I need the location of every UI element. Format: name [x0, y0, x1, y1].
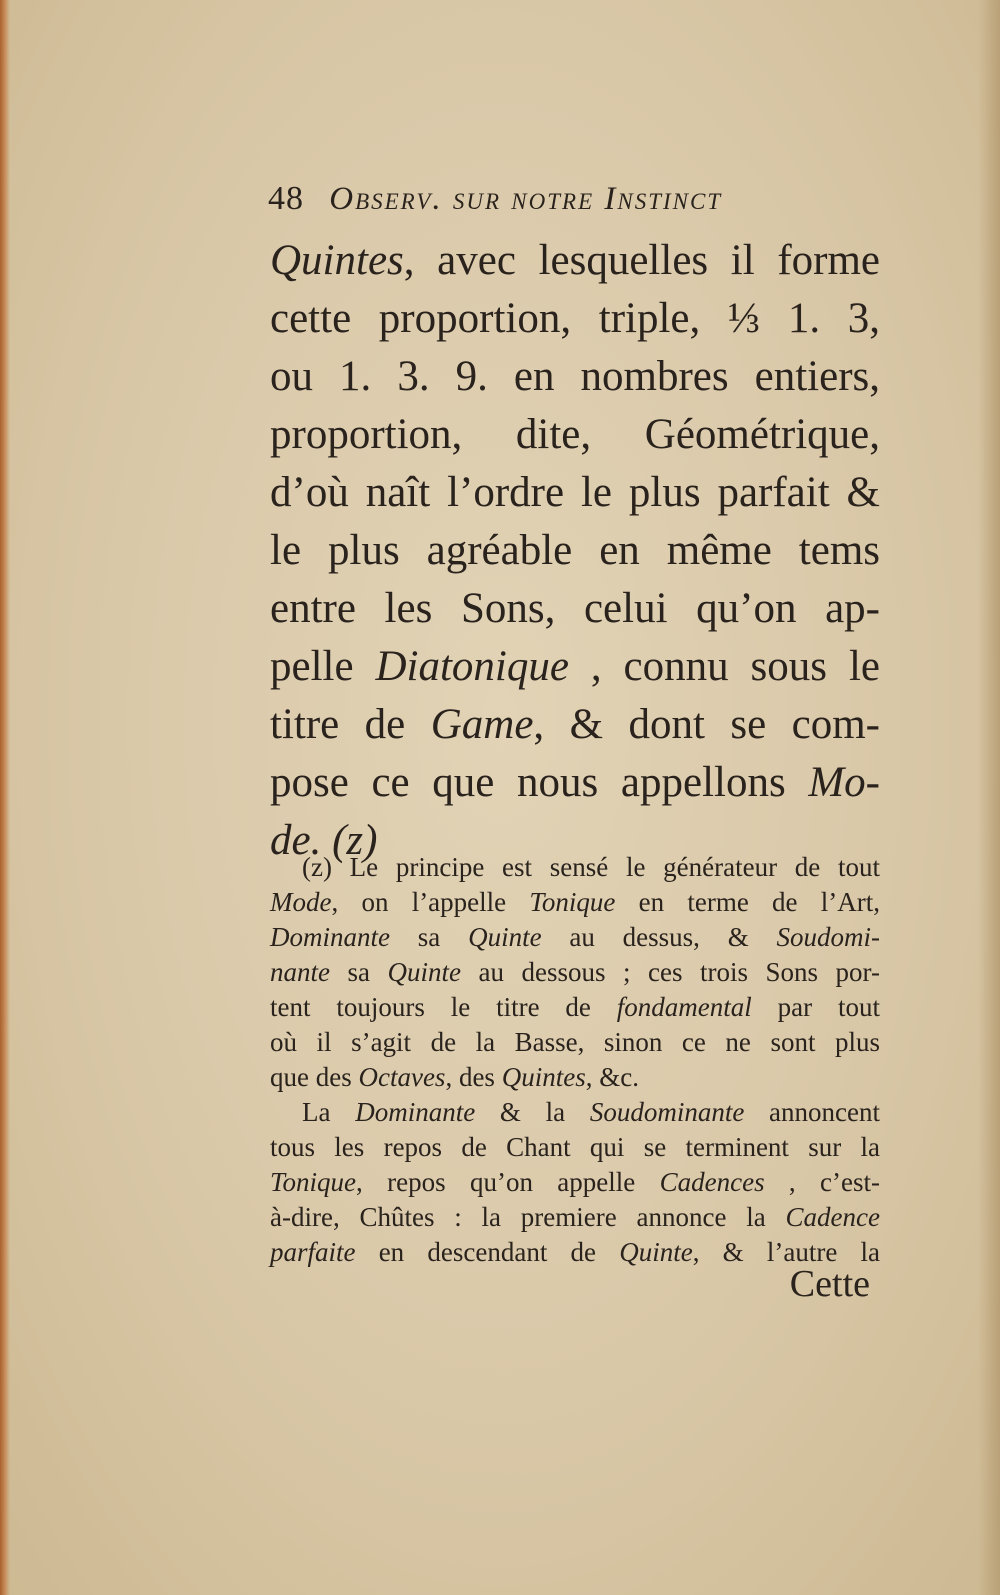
text-segment: d’où naît l’ordre le plus parfait & — [270, 469, 880, 516]
italic-text: Soudomi- — [776, 922, 880, 952]
italic-text: Soudominante — [589, 1097, 745, 1127]
text-segment: cette proportion, triple, ⅓ 1. 3, — [270, 295, 880, 342]
text-segment: La — [302, 1097, 356, 1127]
text-segment: proportion, dite, Géométrique, — [270, 411, 880, 458]
page-edge-left — [0, 0, 10, 1595]
text-line — [270, 580, 880, 638]
text-line — [270, 638, 880, 696]
footnote-line — [270, 1165, 880, 1200]
text-segment: où il s’agit de la Basse, sinon ce ne sont plus — [270, 1027, 880, 1057]
text-segment: par tout — [751, 992, 880, 1022]
text-line — [270, 464, 880, 522]
text-segment: tent toujours le titre de — [270, 992, 617, 1022]
page-number: 48 — [268, 180, 304, 217]
text-segment: tous les repos de Chant qui se terminent sur la — [270, 1132, 880, 1162]
footnote-line — [270, 955, 880, 990]
text-line — [270, 522, 880, 580]
text-segment: à-dire, Chûtes : la premiere annonce la — [270, 1202, 786, 1232]
italic-text: Quinte — [468, 922, 542, 952]
catchword: Cette — [789, 1263, 870, 1305]
text-segment: , connu sous le — [568, 643, 880, 690]
text-segment: pelle — [270, 643, 376, 690]
text-segment: sa — [330, 957, 388, 987]
running-title: Observ. sur notre Instinct — [329, 181, 723, 217]
text-segment: entre les Sons, celui qu’on ap- — [270, 585, 880, 632]
text-line — [270, 290, 880, 348]
running-head — [268, 180, 868, 230]
italic-text: Cadence — [785, 1202, 880, 1232]
text-line — [270, 348, 880, 406]
italic-text: Octaves — [358, 1062, 446, 1092]
italic-text: Game — [430, 701, 534, 748]
italic-text: nante — [270, 957, 330, 987]
text-segment: que des — [270, 1062, 359, 1092]
text-line — [270, 754, 880, 812]
text-segment: le plus agréable en même tems — [270, 527, 880, 574]
italic-text: de. (z) — [270, 817, 378, 864]
italic-text: Tonique — [529, 887, 616, 917]
text-segment: en descendant de — [355, 1237, 620, 1267]
text-segment: , on l’appelle — [331, 887, 530, 917]
text-segment: , des — [445, 1062, 502, 1092]
text-segment: & la — [475, 1097, 590, 1127]
italic-text: Diatonique — [375, 643, 569, 690]
italic-text: Quinte — [619, 1237, 693, 1267]
page-edge-right — [978, 0, 1000, 1595]
footnote-line — [270, 1095, 880, 1130]
text-segment: pose ce que nous appellons — [270, 759, 809, 806]
text-segment: annoncent — [744, 1097, 880, 1127]
italic-text: Dominante — [355, 1097, 476, 1127]
text-segment: (z) Le principe est sensé le générateur de tout — [302, 852, 880, 882]
footnote — [270, 850, 880, 1270]
text-segment: , &c. — [585, 1062, 639, 1092]
italic-text: Quintes — [501, 1062, 586, 1092]
text-line — [270, 232, 880, 290]
text-segment: ou 1. 3. 9. en nombres entiers, — [270, 353, 880, 400]
text-segment: titre de — [270, 701, 431, 748]
text-line — [270, 406, 880, 464]
footnote-line — [270, 1130, 880, 1165]
footnote-line — [270, 990, 880, 1025]
italic-text: Mo- — [808, 759, 880, 806]
footnote-line — [270, 1200, 880, 1235]
footnote-line — [270, 885, 880, 920]
footnote-line — [270, 1060, 880, 1095]
italic-text: fondamental — [616, 992, 752, 1022]
text-segment: , repos qu’on appelle — [356, 1167, 660, 1197]
footnote-line — [270, 850, 880, 885]
italic-text: Quintes — [270, 237, 404, 284]
text-segment: au dessus, & — [541, 922, 777, 952]
italic-text: Dominante — [270, 922, 390, 952]
text-segment: , & l’autre la — [692, 1237, 880, 1267]
text-line — [270, 696, 880, 754]
italic-text: Mode — [270, 887, 332, 917]
text-segment: sa — [389, 922, 469, 952]
italic-text: parfaite — [270, 1237, 356, 1267]
text-segment: , c’est- — [764, 1167, 880, 1197]
text-segment: , avec lesquelles il forme — [403, 237, 880, 284]
italic-text: Cadences — [659, 1167, 765, 1197]
italic-text: Tonique — [270, 1167, 357, 1197]
italic-text: Quinte — [387, 957, 462, 987]
main-text — [270, 232, 880, 870]
footnote-line — [270, 920, 880, 955]
footnote-line — [270, 1025, 880, 1060]
text-segment: au dessous ; ces trois Sons por- — [461, 957, 880, 987]
text-segment: , & dont se com- — [533, 701, 880, 748]
text-segment: en terme de l’Art, — [615, 887, 880, 917]
